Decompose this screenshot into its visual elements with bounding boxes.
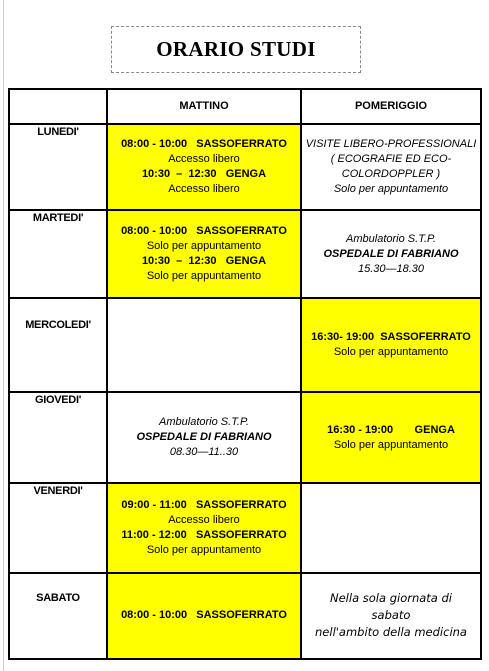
afternoon-cell (301, 298, 481, 392)
morning-cell-content (108, 299, 300, 391)
page-margin-rule (3, 0, 4, 671)
day-label: MARTEDI' (9, 210, 107, 298)
morning-cell (107, 298, 301, 392)
info-line: Solo per appuntamento (333, 438, 449, 451)
info-line: Solo per appuntamento (146, 240, 262, 253)
time-slot: 08:00 - 10:00 SASSOFERRATO (121, 225, 287, 238)
info-line: Solo per appuntamento (146, 543, 262, 556)
header-morning: MATTINO (107, 89, 301, 124)
info-line: Accesso libero (168, 153, 240, 166)
day-label: GIOVEDI' (9, 392, 107, 482)
afternoon-cell-content (302, 211, 480, 297)
afternoon-cell (301, 124, 481, 210)
afternoon-cell-content (302, 393, 480, 481)
schedule-table (8, 88, 482, 660)
afternoon-cell-content (302, 125, 480, 209)
info-line: ( ECOGRAFIE ED ECO- (330, 153, 452, 166)
info-line: Ambulatorio S.T.P. (159, 416, 249, 429)
afternoon-cell-content (302, 484, 480, 572)
morning-cell (107, 124, 301, 210)
day-label: SABATO (9, 573, 107, 659)
note-line: nell'ambito della medicina (315, 625, 467, 640)
day-label: VENERDI' (9, 483, 107, 573)
note-line: Nella sola giornata di (330, 591, 452, 606)
info-line: Accesso libero (168, 183, 240, 196)
time-slot: 11:00 - 12:00 SASSOFERRATO (121, 528, 287, 541)
morning-cell-content (108, 125, 300, 209)
afternoon-cell (301, 210, 481, 298)
schedule-row (9, 298, 481, 392)
afternoon-cell-content (302, 574, 480, 658)
info-line: COLORDOPPLER ) (341, 168, 441, 181)
time-slot: 10:30 – 12:30 GENGA (141, 168, 267, 181)
header-corner (9, 89, 107, 124)
info-line: OSPEDALE DI FABRIANO (323, 247, 459, 260)
morning-cell-content (108, 574, 300, 658)
schedule-body (9, 124, 481, 659)
info-line: Accesso libero (168, 513, 240, 526)
time-slot: 16:30- 19:00 SASSOFERRATO (311, 331, 471, 344)
time-slot: 16:30 - 19:00 GENGA (327, 423, 455, 436)
morning-cell-content (108, 211, 300, 297)
schedule-row (9, 210, 481, 298)
page-title: ORARIO STUDI (156, 37, 316, 61)
day-label: MERCOLEDI' (9, 298, 107, 392)
info-line: Solo per appuntamento (146, 270, 262, 283)
schedule-row (9, 483, 481, 573)
afternoon-cell-content (302, 299, 480, 391)
info-line: Ambulatorio S.T.P. (346, 232, 436, 245)
morning-cell (107, 392, 301, 482)
info-line: VISITE LIBERO-PROFESSIONALI (305, 138, 477, 151)
morning-cell-content (108, 484, 300, 572)
schedule-row (9, 392, 481, 482)
info-line: 08.30—11..30 (169, 446, 239, 459)
header-row (9, 89, 481, 124)
afternoon-cell (301, 573, 481, 659)
time-slot: 09:00 - 11:00 SASSOFERRATO (121, 498, 287, 511)
schedule-row (9, 573, 481, 659)
time-slot: 08:00 - 10:00 SASSOFERRATO (121, 609, 287, 622)
day-label: LUNEDI' (9, 124, 107, 210)
note-line: sabato (371, 608, 411, 623)
schedule-row (9, 124, 481, 210)
afternoon-cell (301, 483, 481, 573)
header-afternoon: POMERIGGIO (301, 89, 481, 124)
info-line: OSPEDALE DI FABRIANO (136, 431, 272, 444)
afternoon-cell (301, 392, 481, 482)
info-line: 15.30—18.30 (357, 262, 425, 275)
time-slot: 10:30 – 12:30 GENGA (141, 255, 267, 268)
morning-cell (107, 210, 301, 298)
time-slot: 08:00 - 10:00 SASSOFERRATO (121, 138, 287, 151)
morning-cell (107, 483, 301, 573)
morning-cell (107, 573, 301, 659)
morning-cell-content (108, 393, 300, 481)
title-box (111, 26, 361, 73)
info-line: Solo per appuntamento (333, 183, 449, 196)
info-line: Solo per appuntamento (333, 346, 449, 359)
